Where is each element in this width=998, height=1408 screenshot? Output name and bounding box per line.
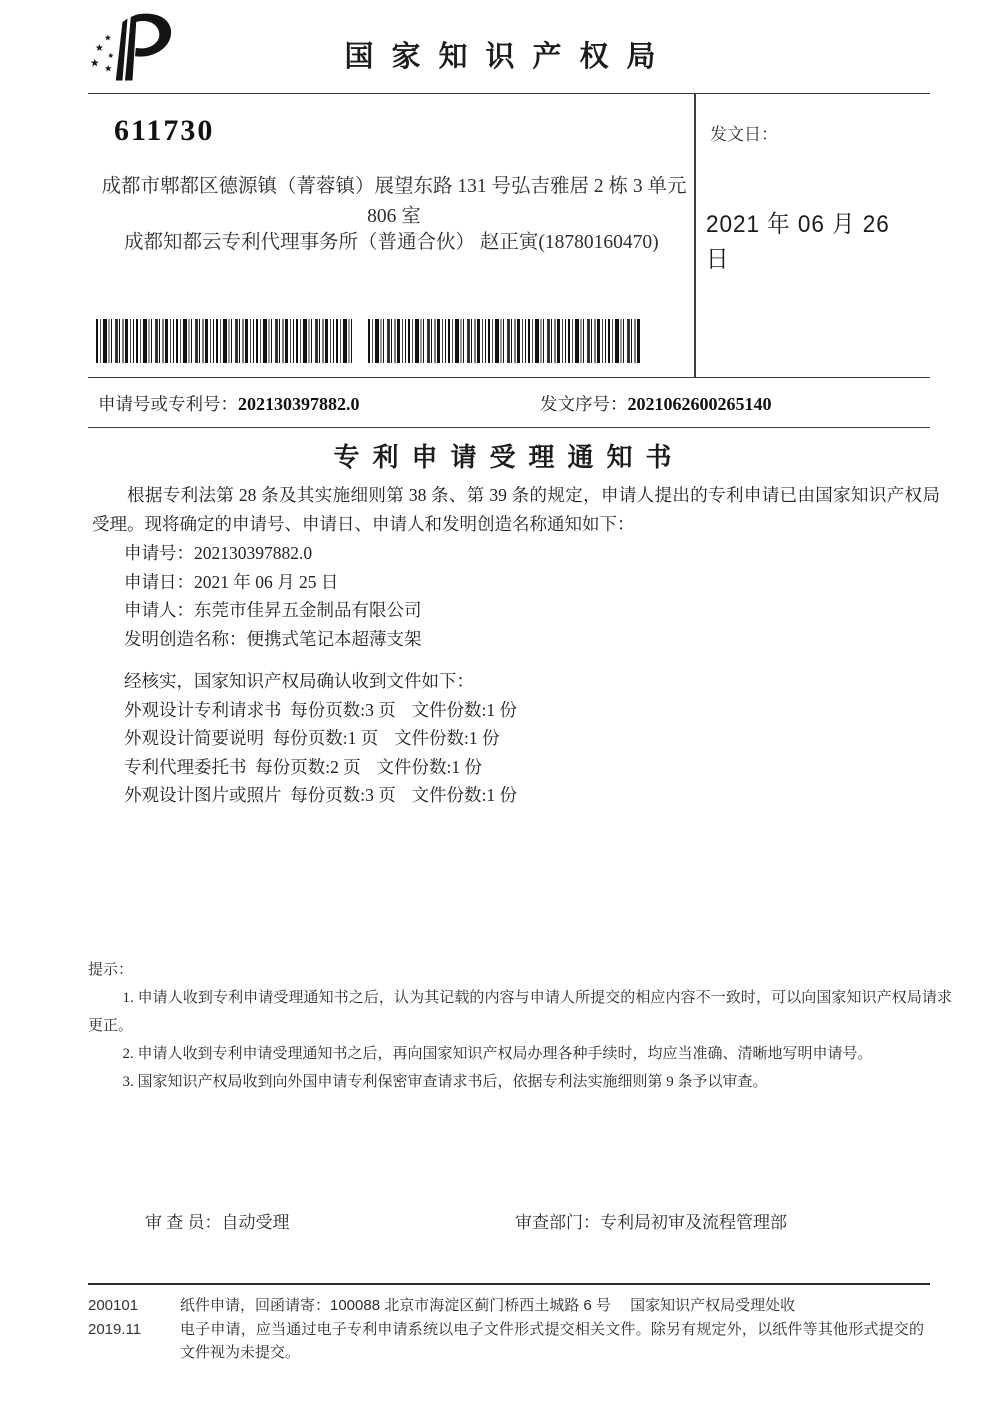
form-code: 200101 [88,1297,139,1314]
recipient-agent-line: 成都知都云专利代理事务所（普通合伙） 赵正寅(18780160470) [124,232,659,253]
application-number-value: 202130397882.0 [238,394,360,414]
field-applicant: 申请人：东莞市佳昇五金制品有限公司 [124,600,422,620]
tip-item-1: 1. 申请人收到专利申请受理通知书之后，认为其记载的内容与申请人所提交的相应内容不一致时，可以向国家知识产权局请求更正。 [88,990,952,1034]
issue-date-value: 2021 年 06 月 26 日 [706,211,890,273]
application-number-label: 申请号或专利号： [98,394,238,414]
logo-star: ★ [89,56,100,70]
serial-number-label: 发文序号： [540,394,628,414]
tips-section [88,956,952,1096]
logo-star: ★ [107,50,115,60]
received-documents [124,667,517,810]
received-file-row: 外观设计专利请求书 每份页数:3 页 文件份数:1 份 [124,699,517,720]
serial-barcode-icon [368,319,640,363]
field-application-number: 申请号：202130397882.0 [124,543,313,563]
notice-fields [124,539,422,653]
tip-item-2: 2. 申请人收到专利申请受理通知书之后，再向国家知识产权局办理各种手续时，均应当准确、清晰地写明申请号。 [122,1046,873,1062]
footer-paper-line: 纸件申请，回函请寄：100088 北京市海淀区蓟门桥西土城路 6 号 国家知识产权局受理处收 [180,1297,796,1314]
signoff-row [88,1208,930,1238]
agency-title: 国家知识产权局 [344,41,674,73]
document-footer [88,1283,930,1364]
logo-star: ★ [104,32,112,43]
form-revision: 2019.11 [88,1321,142,1338]
received-file-row: 外观设计简要说明 每份页数:1 页 文件份数:1 份 [124,728,500,748]
received-intro: 经核实，国家知识产权局确认收到文件如下： [124,671,474,691]
footer-electronic-line: 电子申请，应当通过电子专利申请系统以电子文件形式提交相关文件。除另有规定外，以纸件等其他形式提交的文件视为未提交。 [180,1321,924,1361]
tip-item-3: 3. 国家知识产权局收到向外国申请专利保密审查请求书后，依据专利法实施细则第 9 条予以审查。 [122,1074,768,1090]
issue-date-label: 发文日： [710,125,778,144]
numbers-row [88,377,930,428]
examiner: 审 查 员：自动受理 [145,1213,290,1232]
field-application-date: 申请日：2021 年 06 月 25 日 [124,571,339,592]
received-file-row: 外观设计图片或照片 每份页数:3 页 文件份数:1 份 [124,785,517,805]
recipient-address-line1: 成都市郫都区德源镇（菁蓉镇）展望东路 131 号弘吉雅居 2 栋 3 单元 [101,176,687,197]
logo-star: ★ [94,43,104,55]
examining-department: 审查部门：专利局初审及流程管理部 [515,1213,787,1232]
tips-label: 提示： [88,962,134,978]
serial-number-value: 2021062600265140 [627,394,772,414]
field-invention-title: 发明创造名称：便携式笔记本超薄支架 [124,628,422,649]
notice-title: 专利申请受理通知书 [333,443,685,472]
application-number [98,391,360,416]
letterhead-box [88,93,930,378]
application-barcode-icon [96,319,352,363]
received-file-row: 专利代理委托书 每份页数:2 页 文件份数:1 份 [124,756,482,777]
recipient-address-line2: 806 室 [367,206,421,227]
notice-intro-paragraph: 根据专利法第 28 条及其实施细则第 38 条、第 39 条的规定，申请人提出的专利申请已由国家知识产权局受理。现将确定的申请号、申请日、申请人和发明创造名称通知如下： [92,485,940,534]
logo-star: ★ [104,63,113,75]
letterhead-divider [694,94,696,378]
serial-number [540,391,772,416]
recipient-postal-code: 611730 [114,114,215,147]
